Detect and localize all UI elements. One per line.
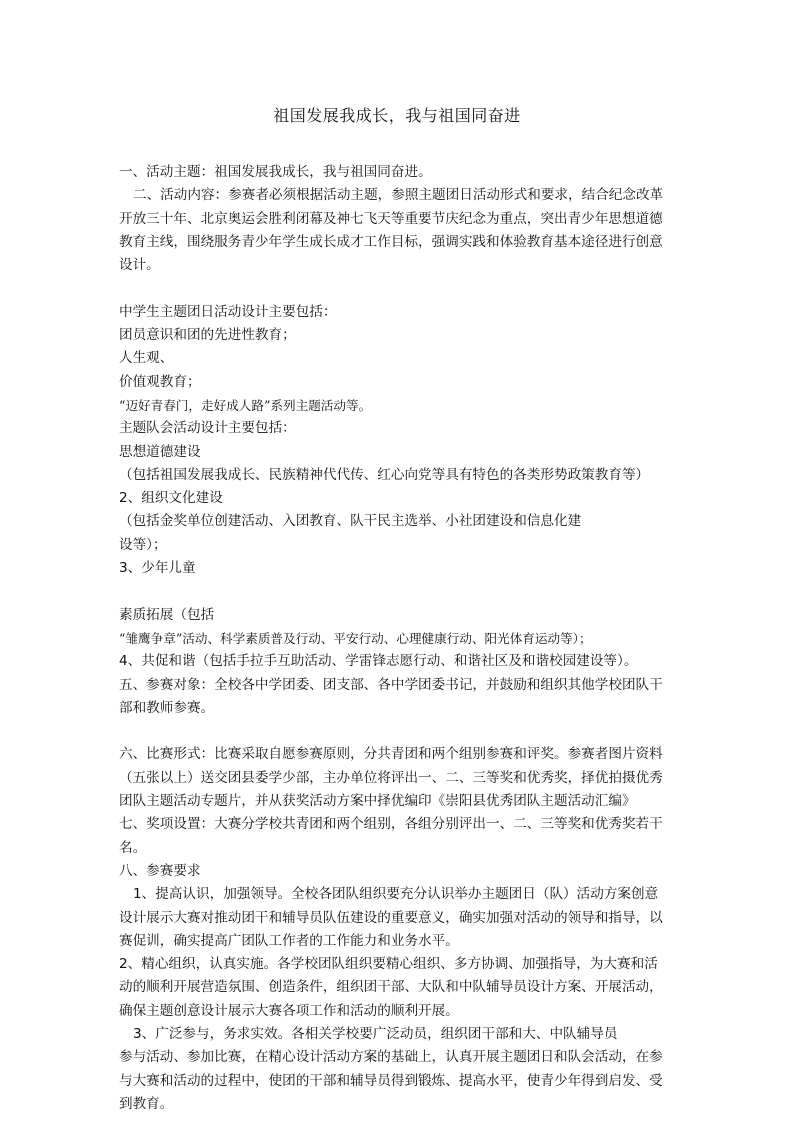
text-line: 到教育。 [119,1095,174,1112]
text-line: （五张以上）送交团县委学少部，主办单位将评出一、二、三等奖和优秀奖，择优拍摄优秀 [119,769,663,786]
text-line: 教育主线，围绕服务青少年学生成长成才工作目标，强调实践和体验教育基本途径进行创意 [119,233,663,250]
text-line: 1、提高认识，加强领导。全校各团队组织要充分认识举办主题团日（队）活动方案创意 [133,886,659,903]
text-line: 思想道德建设 [119,443,201,460]
document-title: 祖国发展我成长，我与祖国同奋进 [273,106,521,125]
text-line: 五、参赛对象：全校各中学团委、团支部、各中学团委书记，并鼓励和组织其他学校团队干 [119,676,663,693]
text-line: （包括祖国发展我成长、民族精神代代传、红心向党等具有特色的各类形势政策教育等） [119,466,650,483]
text-line: 与大赛和活动的过程中，使团的干部和辅导员得到锻炼、提高水平，使青少年得到启发、受 [119,1072,663,1089]
text-line: 团员意识和团的先进性教育； [119,327,296,344]
text-line: 人生观、 [119,350,174,367]
text-line: 赛促训，确实提高广团队工作者的工作能力和业务水平。 [119,932,459,949]
blank-line [119,580,679,603]
text-line: “雏鹰争章”活动、科学素质普及行动、平安行动、心理健康行动、阳光体育运动等）； [119,630,592,646]
text-line: 名。 [119,839,147,856]
text-line: 设等）； [119,536,167,553]
text-line: 团队主题活动专题片，并从获奖活动方案中择优编印《崇阳县优秀团队主题活动汇编》 [119,793,636,810]
text-line: 八、参赛要求 [119,862,201,879]
text-line: （包括金奖单位创建活动、入团教育、队干民主选举、小社团建设和信息化建 [119,513,582,530]
text-line: 确保主题创意设计展示大赛各项工作和活动的顺利开展。 [119,1002,459,1019]
text-line: 参与活动、参加比赛，在精心设计活动方案的基础上，认真开展主题团日和队会活动，在参 [119,1049,663,1066]
text-line: 二、活动内容：参赛者必须根据活动主题，参照主题团日活动形式和要求，结合纪念改革 [133,187,664,204]
text-line: 主题队会活动设计主要包括： [119,420,296,437]
text-line: 七、奖项设置：大赛分学校共青团和两个组别，各组分别评出一、二、三等奖和优秀奖若干 [119,816,663,833]
text-line: 部和教师参赛。 [119,699,215,716]
text-line: 中学生主题团日活动设计主要包括： [119,303,337,320]
text-line: 3、少年儿童 [119,560,196,577]
text-line: 素质拓展（包括 [119,606,215,623]
text-line: 4、共促和谐（包括手拉手互助活动、学雷锋志愿行动、和谐社区及和谐校园建设等）。 [119,653,638,670]
blank-line [119,277,679,300]
text-line: 设计。 [119,257,160,274]
text-line: 动的顺利开展营造氛围、创造条件，组织团干部、大队和中队辅导员设计方案、开展活动， [119,979,663,996]
text-line: 开放三十年、北京奥运会胜利闭幕及神七飞天等重要节庆纪念为重点，突出青少年思想道德 [119,210,663,227]
text-line: 价值观教育； [119,373,201,390]
text-line: 2、精心组织，认真实施。各学校团队组织要精心组织、多方协调、加强指导，为大赛和活 [119,956,658,973]
text-line: 3、广泛参与，务求实效。各相关学校要广泛动员，组织团干部和大、中队辅导员 [133,1025,618,1042]
text-line: 六、比赛形式：比赛采取自愿参赛原则，分共青团和两个组别参赛和评奖。参赛者图片资料 [119,746,663,763]
text-line: 设计展示大赛对推动团干和辅导员队伍建设的重要意义，确实加强对活动的领导和指导，以 [119,909,663,926]
text-line: 一、活动主题：祖国发展我成长，我与祖国同奋进。 [119,164,432,180]
document-body [119,161,679,1116]
blank-line [119,720,679,743]
text-line: 2、组织文化建设 [119,490,223,507]
text-line: “迈好青春门，走好成人路”系列主题活动等。 [119,397,372,413]
